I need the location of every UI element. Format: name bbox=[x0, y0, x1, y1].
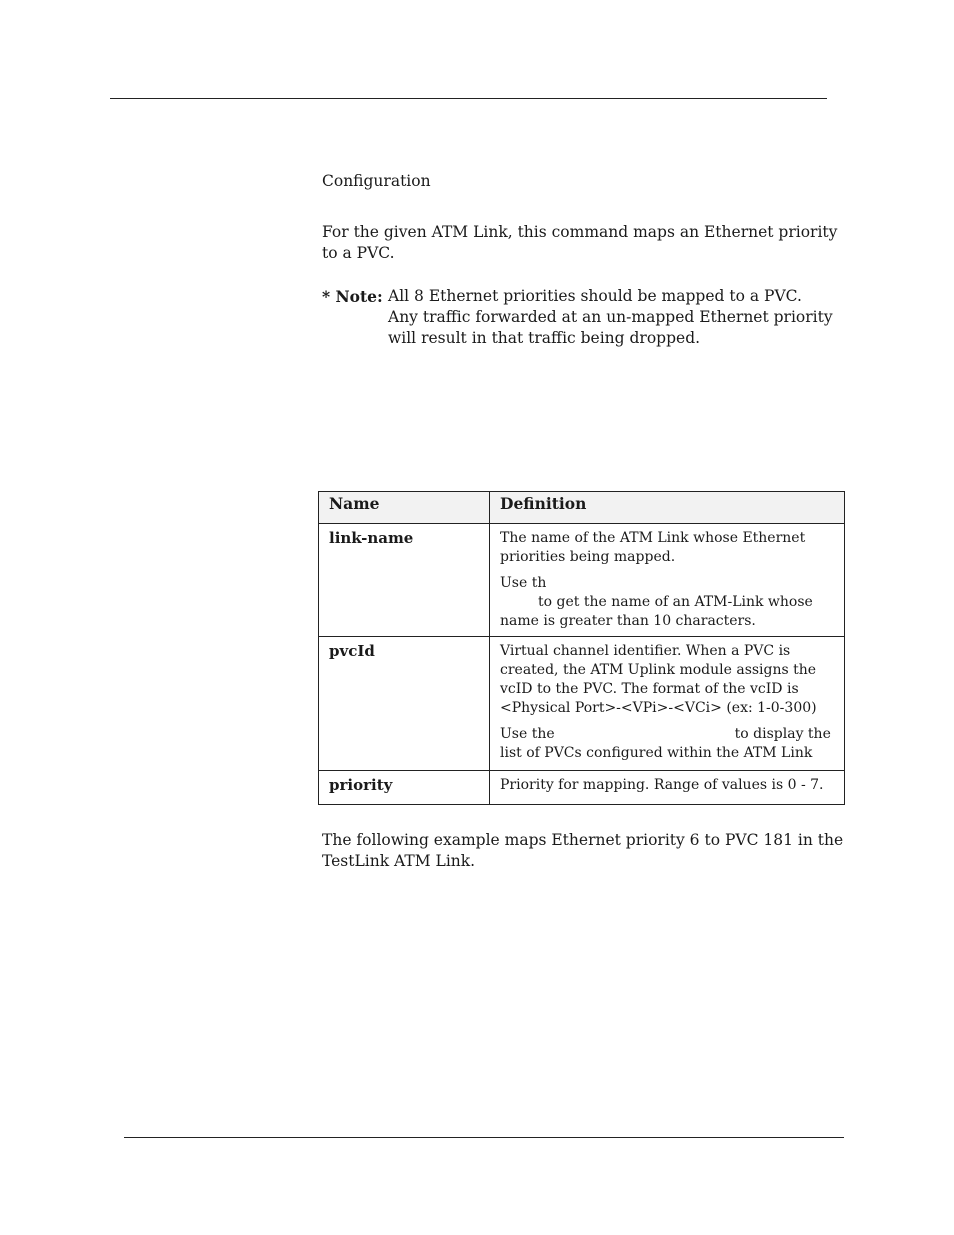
usage-prefix: Use th bbox=[500, 575, 547, 591]
note-line-2: Any traffic forwarded at an un-mapped Ethernet priority bbox=[388, 308, 833, 326]
definition-text: Priority for mapping. Range of values is 0 - 7. bbox=[500, 777, 824, 793]
note-line-3: will result in that traffic being dropped. bbox=[388, 329, 701, 347]
table-row bbox=[319, 771, 845, 805]
param-name: pvcId bbox=[319, 637, 490, 771]
param-definition bbox=[490, 771, 845, 805]
parameters-table bbox=[318, 491, 845, 805]
table-row bbox=[319, 637, 845, 771]
command-mode: Configuration bbox=[322, 172, 431, 190]
column-header-definition: Definition bbox=[490, 492, 845, 524]
command-description: For the given ATM Link, this command maps an Ethernet priority to a PVC. bbox=[322, 223, 838, 262]
column-header-name: Name bbox=[319, 492, 490, 524]
table-row bbox=[319, 524, 845, 637]
definition-text: The name of the ATM Link whose Ethernet priorities being mapped. bbox=[500, 530, 806, 565]
usage-prefix: Use the bbox=[500, 726, 555, 742]
note-line-1: All 8 Ethernet priorities should be mapped to a PVC. bbox=[388, 287, 802, 305]
footer-rule bbox=[124, 1137, 844, 1138]
table-header-row bbox=[319, 492, 845, 524]
param-name: link-name bbox=[319, 524, 490, 637]
param-name: priority bbox=[319, 771, 490, 805]
usage-suffix: to display the list of PVCs configured within the ATM Link bbox=[500, 726, 831, 761]
usage-suffix: to get the name of an ATM-Link whose name is greater than 10 characters. bbox=[500, 594, 813, 629]
note-label: * Note: bbox=[322, 287, 383, 306]
param-definition bbox=[490, 637, 845, 771]
param-definition bbox=[490, 524, 845, 637]
definition-usage bbox=[500, 574, 834, 631]
definition-text: Virtual channel identifier. When a PVC is created, the ATM Uplink module assigns the vcID to the PVC. The format of the vcID is <Physical Port>-<VPi>-<VCi> (ex: 1-0-300) bbox=[500, 643, 817, 716]
note-block bbox=[322, 286, 842, 349]
note-body bbox=[388, 286, 842, 349]
header-rule bbox=[110, 98, 827, 99]
definition-usage bbox=[500, 725, 834, 763]
example-description: The following example maps Ethernet priority 6 to PVC 181 in the TestLink ATM Link. bbox=[322, 831, 844, 870]
